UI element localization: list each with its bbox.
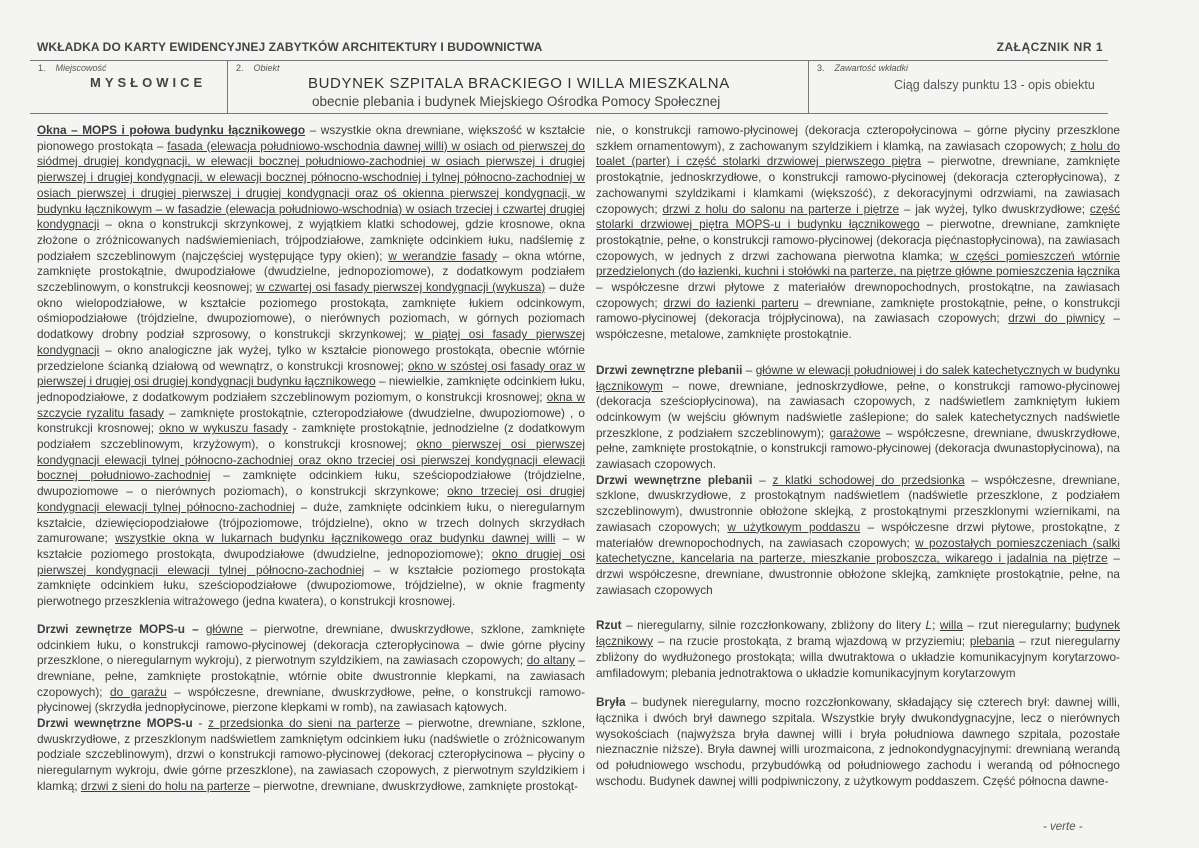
bold-heading: Drzwi zewnętrze MOPS-u –	[37, 621, 206, 636]
text-segment: – współczesne, drewniane, dwuskrzydłowe, pełne, o konstrukcji ramowo-płycinowej (skrzydła jednopłycinowe, pierzone klepkami w romb), na zawiasach kątowych.	[37, 684, 585, 715]
cell-number: 1.	[38, 63, 46, 73]
cell-object	[228, 61, 809, 113]
underlined-text: garażowe	[829, 425, 881, 440]
section-drzwi-wewnetrzne-plebanii	[596, 473, 1120, 599]
cell-number: 2.	[236, 63, 244, 73]
text-segment: – pierwotne, drewniane, dwuskrzydłowe, szklone, zamknięte odcinkiem łuku, o konstrukcji ramowo-płycinowej (dekoracja czteropłycinowa – dwie górne płyciny przeszklone, o nieregularnym wykroju), z pierwotnym szyldzikiem, na zawiasach czopowych;	[37, 621, 586, 668]
text-segment: – drewniane, pełne, zamknięte prostokątnie, wtórnie obite dwustronnie klepkami, na zawiasach czopowych);	[37, 653, 585, 699]
cell-contents	[809, 61, 1108, 113]
text-segment: – w kształcie poziomego prostokąta, dwupodziałowe (dwudzielne, jednopoziomowe);	[37, 531, 586, 561]
text-segment: – nieregularny, silnie rozczłonkowany, zbliżony do litery	[621, 618, 926, 633]
text-segment: -	[192, 716, 209, 731]
text-segment: – okna wtórne, zamknięte prostokątnie, dwupodziałowe (dwudzielne, jednopoziomowe), z dodatkowym podziałem szczeblinowym, o konstrukcji keosnowej;	[37, 248, 585, 295]
underlined-text: część stolarki drzwiowej piętra MOPS-u i budynku łącznikowego	[596, 201, 1120, 232]
underlined-text: z przedsionka do sieni na parterze	[208, 716, 401, 731]
bold-heading: Rzut	[596, 618, 622, 633]
text-segment: – okna o konstrukcji skrzynkowej, z wyjątkiem klatki schodowej, gdzie krosnowe, okna złożone o zróżnicowanych nadświemieniach, trójpodziałowe, zamknięte odcinkiem łuku, nadślemię z podziałem szczeblinowym (najczęściej występujące typy okien);	[37, 217, 585, 263]
underlined-text: w użytkowym poddaszu	[727, 519, 861, 534]
text-segment: – drewniane, zamknięte prostokątnie, pełne, o konstrukcji ramowo-płycinowej (dekoracja trójpłycinowa), na zawiasach czopowych;	[596, 295, 1120, 326]
bold-heading: Drzwi zewnętrzne plebanii	[596, 362, 743, 377]
underlined-text: główne w elewacji południowej i do salek katechetycznych w budynku łącznikowym	[596, 362, 1120, 393]
underlined-text: z holu do toalet (parter) i część stolarki drzwiowej pierwszego piętra	[596, 138, 1120, 169]
text-segment: – niewielkie, zamknięte odcinkiem łuku, jednopodziałowe, z dodatkowym podziałem szczeblinowym poziomym, o konstrukcji krosnowej;	[37, 374, 585, 404]
underlined-text: w piątej osi fasady pierwszej kondygnacji	[37, 327, 585, 357]
text-segment: – jak wyżej, tylko dwuskrzydłowe;	[899, 201, 1090, 216]
underlined-text: willa	[939, 618, 963, 633]
underlined-text: Okna – MOPS i połowa budynku łącznikowego	[37, 123, 306, 137]
text-segment: – współczesne, drewniane, dwuskrzydłowe, pełne, zamknięte prostokątnie, o konstrukcji ramowo-płycinowej (dekoracja dwunastopłycinowa), na zawiasach czopowych.	[596, 425, 1120, 472]
underlined-text: drzwi z holu do salonu na parterze i piętrze	[662, 201, 900, 216]
section-drzwi-wewnetrzne-mops	[37, 716, 585, 795]
text-segment: – rzut nieregularny;	[962, 618, 1076, 633]
underlined-text: główne	[205, 621, 244, 636]
left-column	[37, 123, 585, 795]
text-segment: – współczesne drzwi płytowe z materiałów drewnopochodnych, prostokątne, na zawiasach czopowych;	[596, 280, 1120, 310]
underlined-text: z klatki schodowej do przedsionka	[772, 472, 965, 487]
underlined-text: drzwi do łazienki parteru	[663, 295, 799, 310]
cell-label: Zawartość wkładki	[834, 63, 909, 73]
text-segment: – zamknięte odcinkiem łuku, sześciopodziałowe (trójdzielne, dwupoziomowe – o nierównych poziomach), o konstrukcji skrzynkowe;	[37, 468, 585, 499]
underlined-text: w pozostałych pomieszczeniach (salki katechetyczne, kancelaria na parterze, mieszkanie proboszcza, wikarego i jadalnia na piętrze	[596, 535, 1120, 566]
object-subtitle: obecnie plebania i budynek Miejskiego Ośrodka Pomocy Społecznej	[312, 94, 721, 109]
section-drzwi-zewnetrzne-plebanii	[596, 363, 1120, 473]
bold-heading: Drzwi wewnętrzne plebanii	[596, 472, 753, 487]
section-drzwi-zewnetrzne-mops	[37, 622, 585, 716]
text-segment: – okno analogiczne jak wyżej, tylko w kształcie pionowego prostokąta, obecnie wtórnie przedzielone ścianką działową od wewnątrz, o konstrukcji krosnowej;	[37, 342, 585, 373]
underlined-text: drzwi do piwnicy	[1008, 311, 1105, 326]
cell-number: 3.	[817, 63, 825, 73]
underlined-text: okno w szóstej osi fasady oraz w pierwszej i drugiej osi drugiej kondygnacji budynku łącznikowego	[37, 358, 585, 389]
text-segment: – zamknięte prostokątnie, czteropodziałowe (dwudzielne, dwupoziomowe) , o konstrukcji krosnowej;	[37, 405, 585, 436]
underlined-text: w werandzie fasady	[388, 248, 497, 263]
document-title: WKŁADKA DO KARTY EWIDENCYJNEJ ZABYTKÓW ARCHITEKTURY I BUDOWNICTWA	[37, 40, 543, 54]
section-rzut	[596, 618, 1120, 681]
underlined-text: w części pomieszczeń wtórnie przedzielonych (do łazienki, kuchni i stołówki na parterze, na piętrze główne pomieszczenia łącznika	[596, 248, 1120, 279]
underlined-text: do altany	[526, 653, 575, 668]
section-continuation	[596, 123, 1120, 343]
text-segment: – pierwotne, drewniane, zamknięte prostokątnie, jednoskrzydłowe, o konstrukcji ramowo-płycinowej (dekoracja czteropłycinowa), z zachowanymi szyldzikami i klamkami (większość), z dekoracyjnymi odrzwiami, na zawiasach czopowych;	[596, 154, 1120, 216]
text-segment: – pierwotne, drewniane, dwuskrzydłowe, zamknięte prostokąt-	[250, 778, 578, 793]
underlined-text: drzwi z sieni do holu na parterze	[80, 778, 251, 793]
locality-value: MYSŁOWICE	[90, 75, 207, 90]
text-segment: – drzwi współczesne, drewniane, dwustronnie obłożone sklejką, zamknięte prostokątnie, pełne, na zawiasach czopowych	[596, 551, 1120, 597]
text-segment: – współczesne, metalowe, zamknięte prostokątnie.	[596, 311, 1120, 342]
object-value: BUDYNEK SZPITALA BRACKIEGO I WILLA MIESZKALNA	[308, 75, 730, 92]
cell-label: Obiekt	[253, 63, 280, 73]
text-segment: – rzut nieregularny zbliżony do wydłużonego prostokąta; willa dwutraktowa o układzie komunikacyjnym korytarzowo-amfiladowym; plebania jednotraktowa o układzie komunikacyjnym korytarzowym	[596, 634, 1120, 680]
text-segment: – budynek nieregularny, mocno rozczłonkowany, składający się czterech brył: dawnej willi, łącznika i dwóch brył dawnego szpitala. Wszystkie bryły dwukondygnacyjne, lecz o nierównych wysokościach (najwyższa bryła dawnej willi i bryła południowa dawnego szpitala, pozostałe nieznacznie niższe). Bryła dawnej willi urozmaicona, z jednokondygnacyjnymi: drewnianą werandą od południowego wschodu, przybudówką od południowego zachodu i werandą od północnego wschodu. Budynek dawnej willi podpiwniczony, z użytkowym poddaszem. Część północna dawne-	[596, 695, 1120, 788]
text-segment: nie, o konstrukcji ramowo-płycinowej (dekoracja czteropołycinowa – górne płyciny przeszklone szkłem ornamentowym), z zachowanym szyldzikiem i klamką, na zawiasach czopowych;	[596, 123, 1120, 153]
text-segment: – pierwotne, drewniane, zamknięte prostokątnie, pełne, o konstrukcji ramowo-płycinowej (dekoracja pięćnastopłycinowa), na zawiasach czopowych, w jednych z drzwi zachowana pierwotna klamka;	[596, 217, 1121, 263]
underlined-text: fasada (elewacja południowo-wschodnia dawnej willi) w osiach od pierwszej do siódmej drugiej kondygnacji, w elewacji bocznej południowo-zachodniej w osiach pierwszej i drugiej pierwszej i drugiej kondygnacji, w elewacji bocznej północno-wschodniej i tylnej północno-zachodniej w osiach pierwszej i drugiej pierwszej i drugiej kondygnacji oraz oś okienna pierwszej kondygnacji, w budynku łącznikowym – w fasadzie (elewacja południowo-wschodnia) w osiach trzeciej i czwartej drugiej kondygnacji	[37, 138, 585, 232]
attachment-label: ZAŁĄCZNIK NR 1	[996, 40, 1103, 54]
underlined-text: okno w wykuszu fasady	[158, 421, 288, 436]
verte-footer: - verte -	[1043, 821, 1083, 833]
cell-label: Miejscowość	[55, 63, 107, 73]
bold-heading: Drzwi wewnętrzne MOPS-u	[37, 716, 193, 731]
text-segment: – współczesne drzwi płytowe, prostokątne, z materiałów drewnopochodnych, na zawiasach czopowych;	[596, 519, 1120, 550]
underlined-text: budynek łącznikowy	[596, 618, 1121, 649]
section-bryla	[596, 695, 1120, 789]
right-column	[596, 123, 1120, 789]
underlined-text: okno trzeciej osi drugiej kondygnacji elewacji tylnej północno-zachodniej	[37, 484, 585, 514]
text-segment: – duże, zamknięte odcinkiem łuku, o nieregularnym kształcie, dziewięciopodziałowe (trójpoziomowe, trójdzielne), okno w trzech dolnych skrzydłach zamurowane;	[37, 499, 585, 546]
text-segment: –	[742, 362, 756, 377]
underlined-text: wszystkie okna w lukarnach budynku łącznikowego oraz budynku dawnej willi	[115, 531, 556, 546]
text-segment: – na rzucie prostokąta, z bramą wjazdową w przyziemiu;	[653, 634, 970, 649]
underlined-text: okno drugiej osi pierwszej kondygnacji elewacji tylnej północno-zachodniej	[37, 546, 585, 577]
text-segment: ;	[932, 618, 940, 633]
underlined-text: okno pierwszej osi pierwszej kondygnacji elewacji tylnej północno-zachodniej oraz okno trzeciej osi pierwszej kondygnacji elewacji bocznej południowo-zachodniej	[37, 437, 585, 483]
text-segment: – wszystkie okna drewniane, większość w kształcie pionowego prostokąta –	[37, 123, 585, 153]
underlined-text: okna w szczycie ryzalitu fasady	[37, 389, 585, 420]
underlined-text: w czwartej osi fasady pierwszej kondygnacji (wykusza)	[256, 280, 546, 295]
text-segment: – współczesne, drewniane, szklone, dwuskrzydłowe, z prostokątnym nadświetlem (nadświetle przeszklone, z podziałem szczeblinowym), dwustronnie obłożone sklejką, z prostokątnymi przeszklonymi wziernikami, na zawiasach czopowych;	[596, 472, 1121, 534]
text-segment: – w kształcie poziomego prostokąta zamknięte odcinkiem łuku, sześciopodziałowe (dwupoziomowe, trójdzielne), w oknie fragmenty pierwotnego przeszklenia witrażowego (jedna kwatera), o konstrukcji krosnowej.	[37, 562, 585, 609]
section-okna-mops	[37, 123, 585, 610]
underlined-text: do garażu	[110, 684, 167, 699]
underlined-text: plebania	[969, 634, 1015, 649]
header-table	[30, 60, 1108, 114]
text-segment: – duże okno wielopodziałowe, w kształcie poziomego prostokąta, zamknięte łukiem odcinkowym, ośmiopodziałowe (trójdzielne, dwupoziomowe), o nierównych poziomach, w górnych poziomach dodatkowy drobny podział szprosowy, o konstrukcji skrzynkowej;	[37, 280, 585, 342]
cell-locality	[30, 61, 228, 113]
text-segment: – nowe, drewniane, jednoskrzydłowe, pełne, o konstrukcji ramowo-płycinowej (dekoracja sześciopłycinowa), na zawiasach czopowych, z nadświetlem zamkniętym łukiem odcinkowym (w wejściu głównym nadświetle zaślepione; do salek katechetycznych nadświetle przeszklone, z podziałem szczeblinowym);	[596, 378, 1120, 440]
text-segment: - zamknięte prostokątnie, jednodzielne (z dodatkowym podziałem szczeblinowym, krzyżowym), o konstrukcji krosnowej;	[37, 421, 585, 452]
contents-value: Ciąg dalszy punktu 13 - opis obiektu	[894, 78, 1095, 92]
text-segment: L	[925, 618, 933, 633]
bold-heading: Bryła	[596, 695, 626, 710]
text-segment: – pierwotne, drewniane, szklone, dwuskrzydłowe, z przeszklonym nadświetlem zamkniętym odcinkiem łuku (nadświetle o zróżnicowanym podziale szczeblinowym), drzwi o konstrukcji ramowo-płycinowej (dekoracj czteropłycinowa – płyciny o nieregularnym wykroju, dwie górne przeszklone), na zawiasach czopowych, z pierwotnym szyldzikiem i klamką;	[37, 716, 586, 793]
text-segment: –	[752, 472, 773, 487]
